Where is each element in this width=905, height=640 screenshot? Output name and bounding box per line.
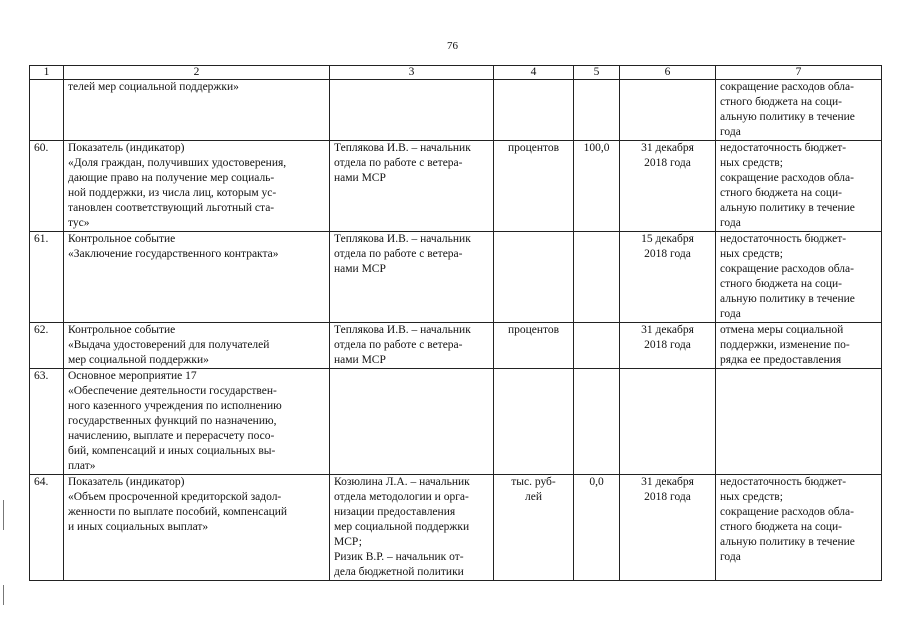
risk-cell xyxy=(716,369,882,475)
unit-cell: тыс. руб- лей xyxy=(494,475,574,581)
value-cell xyxy=(574,80,620,141)
unit-cell xyxy=(494,369,574,475)
row-number: 60. xyxy=(30,141,64,232)
unit-cell xyxy=(494,232,574,323)
value-cell xyxy=(574,323,620,369)
column-header: 3 xyxy=(330,66,494,80)
unit-cell: процентов xyxy=(494,141,574,232)
responsible-person xyxy=(330,369,494,475)
table-row xyxy=(30,80,882,141)
deadline-cell xyxy=(620,369,716,475)
column-header: 1 xyxy=(30,66,64,80)
responsible-person: Теплякова И.В. – начальник отдела по работе с ветера- нами МСР xyxy=(330,141,494,232)
unit-cell xyxy=(494,80,574,141)
row-number: 62. xyxy=(30,323,64,369)
column-header: 4 xyxy=(494,66,574,80)
column-header: 7 xyxy=(716,66,882,80)
value-cell: 100,0 xyxy=(574,141,620,232)
event-description: Показатель (индикатор) «Доля граждан, получивших удостоверения, дающие право на получение мер социаль- ной поддержки, из числа лиц, которым ус- тановлен соответствующий льготный ста- тус» xyxy=(64,141,330,232)
deadline-cell: 31 декабря 2018 года xyxy=(620,141,716,232)
row-number: 61. xyxy=(30,232,64,323)
document-table xyxy=(29,65,882,581)
unit-cell: процентов xyxy=(494,323,574,369)
risk-cell: недостаточность бюджет- ных средств; сокращение расходов обла- стного бюджета на соци- альную политику в течение года xyxy=(716,475,882,581)
deadline-cell: 15 декабря 2018 года xyxy=(620,232,716,323)
column-header: 5 xyxy=(574,66,620,80)
responsible-person: Теплякова И.В. – начальник отдела по работе с ветера- нами МСР xyxy=(330,323,494,369)
event-description: телей мер социальной поддержки» xyxy=(64,80,330,141)
responsible-person xyxy=(330,80,494,141)
deadline-cell xyxy=(620,80,716,141)
value-cell xyxy=(574,369,620,475)
scan-edge-mark xyxy=(3,585,4,605)
table-row xyxy=(30,475,882,581)
event-description: Контрольное событие «Выдача удостоверений для получателей мер социальной поддержки» xyxy=(64,323,330,369)
responsible-person: Козюлина Л.А. – начальник отдела методологии и орга- низации предоставления мер социальной поддержки МСР; Ризик В.Р. – начальник от- дела бюджетной политики xyxy=(330,475,494,581)
column-header: 6 xyxy=(620,66,716,80)
value-cell: 0,0 xyxy=(574,475,620,581)
risk-cell: недостаточность бюджет- ных средств; сокращение расходов обла- стного бюджета на соци- альную политику в течение года xyxy=(716,141,882,232)
value-cell xyxy=(574,232,620,323)
event-description: Контрольное событие «Заключение государственного контракта» xyxy=(64,232,330,323)
table-row xyxy=(30,369,882,475)
table-row xyxy=(30,323,882,369)
row-number xyxy=(30,80,64,141)
row-number: 64. xyxy=(30,475,64,581)
scan-edge-mark xyxy=(3,500,4,530)
table-row xyxy=(30,141,882,232)
deadline-cell: 31 декабря 2018 года xyxy=(620,475,716,581)
responsible-person: Теплякова И.В. – начальник отдела по работе с ветера- нами МСР xyxy=(330,232,494,323)
row-number: 63. xyxy=(30,369,64,475)
header-row xyxy=(30,66,882,80)
risk-cell: сокращение расходов обла- стного бюджета на соци- альную политику в течение года xyxy=(716,80,882,141)
deadline-cell: 31 декабря 2018 года xyxy=(620,323,716,369)
page-number: 76 xyxy=(447,40,458,52)
event-description: Показатель (индикатор) «Объем просроченной кредиторской задол- женности по выплате пособий, компенсаций и иных социальных выплат» xyxy=(64,475,330,581)
event-description: Основное мероприятие 17 «Обеспечение деятельности государствен- ного казенного учреждения по исполнению государственных функций по назначению, начислению, выплате и перерасчету посо- бий, компенсаций и иных социальных вы- плат» xyxy=(64,369,330,475)
risk-cell: недостаточность бюджет- ных средств; сокращение расходов обла- стного бюджета на соци- альную политику в течение года xyxy=(716,232,882,323)
table-row xyxy=(30,232,882,323)
risk-cell: отмена меры социальной поддержки, изменение по- рядка ее предоставления xyxy=(716,323,882,369)
column-header: 2 xyxy=(64,66,330,80)
